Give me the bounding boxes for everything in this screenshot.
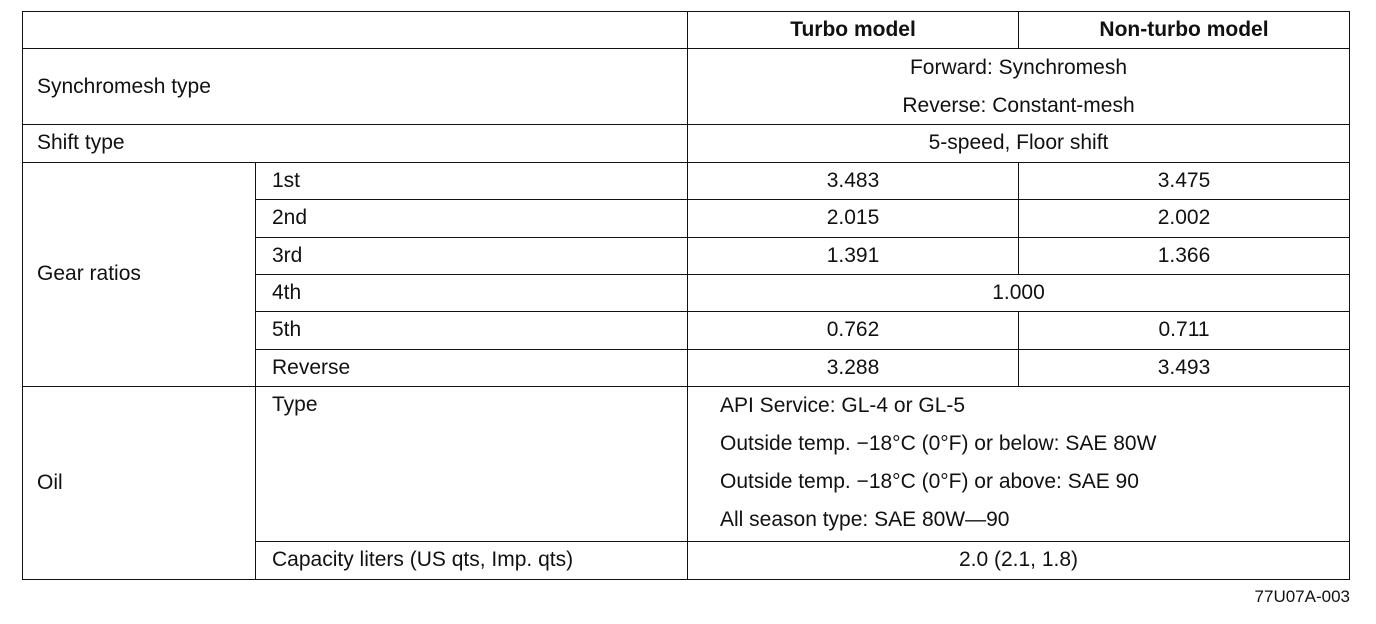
oil-type-line-2: Outside temp. −18°C (0°F) or below: SAE 80W <box>720 432 1157 456</box>
oil-type-line-4: All season type: SAE 80W—90 <box>720 508 1010 532</box>
gear-both-4th: 1.000 <box>688 275 1350 312</box>
shift-row <box>23 125 1350 162</box>
shift-value: 5-speed, Floor shift <box>688 125 1350 162</box>
gear-non-turbo-1st: 3.475 <box>1019 162 1350 199</box>
gear-label-reverse: Reverse <box>256 349 688 386</box>
gear-label-5th: 5th <box>256 312 688 349</box>
header-turbo: Turbo model <box>688 12 1019 49</box>
transmission-spec-table <box>22 11 1350 580</box>
synchromesh-reverse: Reverse: Constant-mesh <box>902 93 1135 117</box>
synchromesh-label: Synchromesh type <box>23 49 688 125</box>
shift-label: Shift type <box>23 125 688 162</box>
gear-non-turbo-2nd: 2.002 <box>1019 200 1350 237</box>
header-row <box>23 12 1350 49</box>
oil-capacity-value: 2.0 (2.1, 1.8) <box>688 542 1350 579</box>
gear-turbo-5th: 0.762 <box>688 312 1019 349</box>
oil-type-row <box>23 387 1350 542</box>
gear-non-turbo-5th: 0.711 <box>1019 312 1350 349</box>
oil-label: Oil <box>23 387 256 579</box>
gear-label-1st: 1st <box>256 162 688 199</box>
gear-label-3rd: 3rd <box>256 237 688 274</box>
gear-turbo-3rd: 1.391 <box>688 237 1019 274</box>
gear-non-turbo-reverse: 3.493 <box>1019 349 1350 386</box>
oil-type-line-1: API Service: GL-4 or GL-5 <box>720 394 966 418</box>
synchromesh-forward: Forward: Synchromesh <box>909 56 1128 80</box>
gear-row-1st <box>23 162 1350 199</box>
oil-type-value <box>688 387 1350 542</box>
figure-reference-code: 77U07A-003 <box>1254 587 1350 606</box>
oil-capacity-label: Capacity liters (US qts, Imp. qts) <box>256 542 688 579</box>
gear-ratios-label: Gear ratios <box>23 162 256 386</box>
gear-non-turbo-3rd: 1.366 <box>1019 237 1350 274</box>
synchromesh-value <box>688 49 1350 125</box>
header-non-turbo: Non-turbo model <box>1019 12 1350 49</box>
gear-turbo-2nd: 2.015 <box>688 200 1019 237</box>
header-blank-cell <box>23 12 688 49</box>
gear-label-4th: 4th <box>256 275 688 312</box>
oil-type-label: Type <box>256 387 688 542</box>
synchromesh-row <box>23 49 1350 125</box>
gear-turbo-reverse: 3.288 <box>688 349 1019 386</box>
oil-type-line-3: Outside temp. −18°C (0°F) or above: SAE 90 <box>720 470 1139 494</box>
gear-turbo-1st: 3.483 <box>688 162 1019 199</box>
gear-label-2nd: 2nd <box>256 200 688 237</box>
